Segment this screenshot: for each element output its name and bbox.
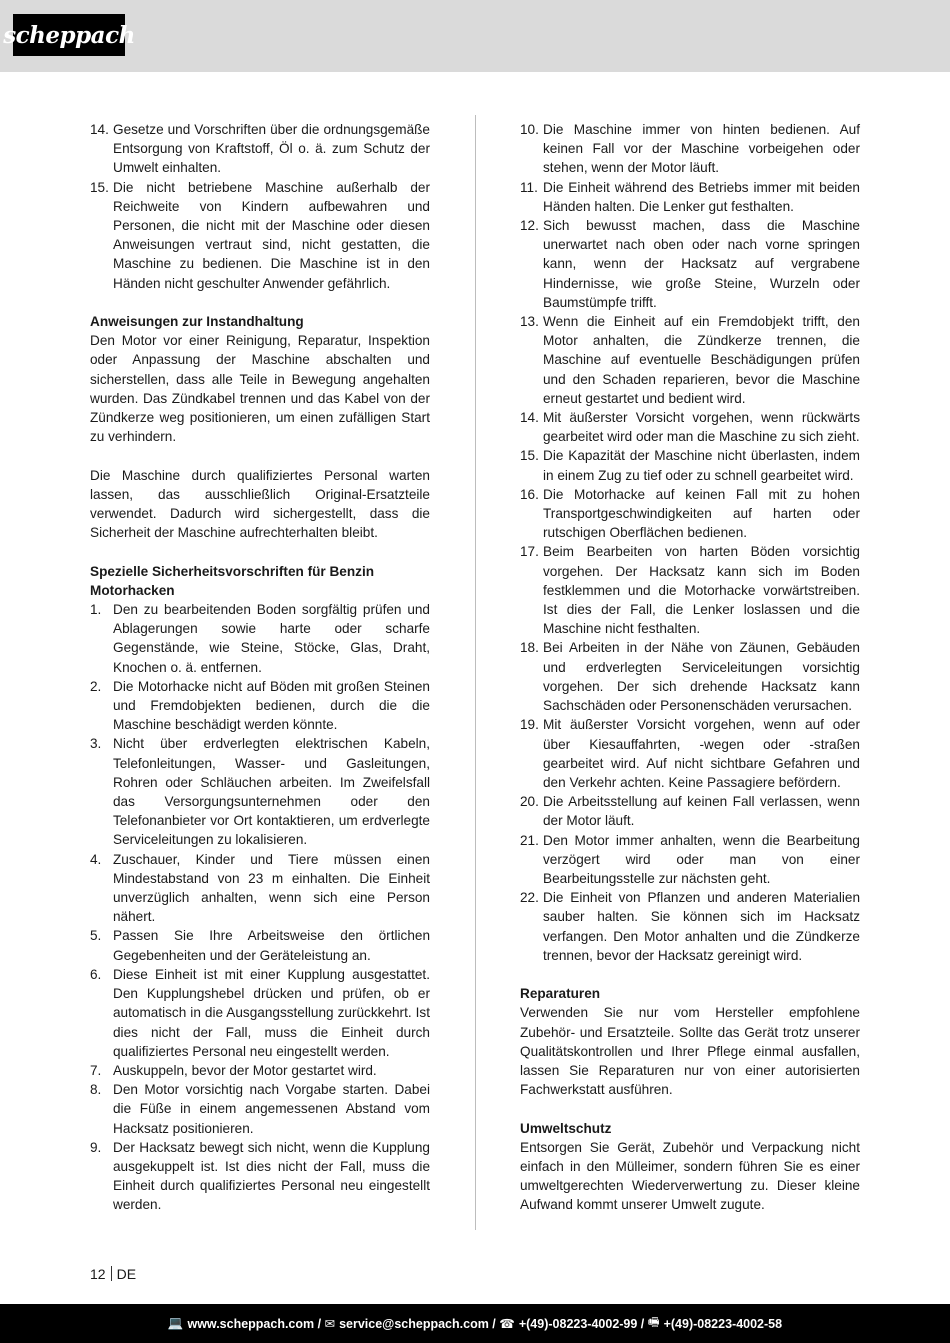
list-continuation [90,120,430,293]
list-item: 6. Diese Einheit ist mit einer Kupplung ausgestattet. Den Kupplungshebel drücken und prüfen, ob er automatisch in die Ausgangsstellung zurückkehrt. Ist dies nicht der Fall, muss die Einheit durch qualifiziertes Personal neu eingestellt werden. [90,966,430,1059]
maintenance-heading: Anweisungen zur Instandhaltung [90,314,304,330]
list-item: 21. Den Motor immer anhalten, wenn die Bearbeitung verzögert wird oder man von einer Bearbeitungsstelle zur nächsten geht. [520,832,860,886]
special-safety-list-continued [520,120,860,965]
list-item: 1. Den zu bearbeitenden Boden sorgfältig prüfen und Ablagerungen sowie harte oder scharfe Gegenstände, wie Steine, Stöcke, Glas, Draht, Knochen o. ä. entfernen. [90,602,430,675]
special-safety-heading: Spezielle Sicherheitsvorschriften für Benzin Motorhacken [90,563,375,598]
right-column [520,120,860,1215]
left-column [90,120,430,1215]
list-item: 3. Nicht über erdverlegten elektrischen Kabeln, Telefonleitungen, Wasser- und Gasleitungen, Rohren oder Schläuchen arbeiten. Im Zweifelsfall das Versorgungsunternehmen oder den Telefonanbieter vor Ort kontaktieren, um erdverlegte Serviceleitungen zu lokalisieren. [90,736,430,848]
scheppach-logo[interactable]: scheppach [13,14,125,56]
list-item: 11. Die Einheit während des Betriebs immer mit beiden Händen halten. Die Lenker gut festhalten. [520,179,860,214]
list-item: 16. Die Motorhacke auf keinen Fall mit zu hohen Transportgeschwindigkeiten auf harten oder rutschigen Oberflächen bedienen. [520,486,860,541]
website-link[interactable]: www.scheppach.com / [187,1316,322,1331]
list-item: 7. Auskuppeln, bevor der Motor gestartet wird. [90,1062,377,1078]
page-number: 12 DE [90,1266,137,1282]
list-item: 15. Die Kapazität der Maschine nicht überlasten, indem in einem Zug zu tief oder zu schnell gearbeitet wird. [520,448,860,483]
phone-icon: ☎ [499,1317,515,1331]
list-item: 10. Die Maschine immer von hinten bedienen. Auf keinen Fall vor der Maschine vorbeigehen oder stehen, wenn der Motor läuft. [520,122,860,176]
list-item: 19. Mit äußerster Vorsicht vorgehen, wenn auf oder über Kiesauffahrten, -wegen oder -straßen gearbeitet wird. Auf nicht sichtbare Gefahren und den Verkehr achten. Keine Passagiere befördern. [520,717,860,790]
list-item: 15. Die nicht betriebene Maschine außerhalb der Reichweite von Kindern aufbewahren und Personen, die nicht mit der Maschine oder diesen Anweisungen vertraut sind, nicht gestatten, die Maschine zu bedienen. Die Maschine ist in den Händen nicht geschulter Anwender gefährlich. [90,179,430,291]
column-divider [475,115,476,1230]
list-item: 14. Gesetze und Vorschriften über die ordnungsgemäße Entsorgung von Kraftstoff, Öl o. ä. zum Schutz der Umwelt einhalten. [90,122,430,176]
list-item: 2. Die Motorhacke nicht auf Böden mit großen Steinen und Fremdobjekten bedienen, durch die die Maschine beschädigt werden könnte. [90,678,430,733]
repairs-heading: Reparaturen [520,986,601,1002]
maintenance-paragraph: Die Maschine durch qualifiziertes Personal warten lassen, das ausschließlich Original-Ersatzteile verwendet. Dadurch wird sichergestellt, dass die Sicherheit der Maschine aufrechterhalten bleibt. [90,467,430,541]
computer-icon: 💻 [167,1316,184,1330]
list-item: 5. Passen Sie Ihre Arbeitsweise den örtlichen Gegebenheiten und der Geräteleistung an. [90,928,430,963]
environment-heading: Umweltschutz [520,1120,612,1136]
maintenance-paragraph: Den Motor vor einer Reinigung, Reparatur, Inspektion oder Anpassung der Maschine abschalten und sicherstellen, dass alle Teile in Bewegung angehalten wurden. Das Zündkabel trennen und das Kabel von der Zündkerze weg positionieren, um einen zufälligen Start zu verhindern. [90,333,430,445]
fax-icon: 🖷 [647,1315,660,1329]
list-item: 4. Zuschauer, Kinder und Tiere müssen einen Mindestabstand von 23 m einhalten. Die Einheit unverzüglich anhalten, wenn sich eine Person nähert. [90,851,430,925]
list-item: 13. Wenn die Einheit auf ein Fremdobjekt trifft, den Motor anhalten, die Zündkerze trennen, die Maschine auf eventuelle Beschädigungen prüfen und den Schaden reparieren, bevor die Maschine erneut gestartet und bedient wird. [520,314,860,406]
repairs-paragraph: Verwenden Sie nur vom Hersteller empfohlene Zubehör- und Ersatzteile. Sollte das Gerät trotz unserer Qualitätskontrollen und Ihrer Pflege einmal ausfallen, lassen Sie Reparaturen nur von einer autorisierten Fachwerkstatt ausführen. [520,1005,860,1098]
list-item: 9. Der Hacksatz bewegt sich nicht, wenn die Kupplung ausgekuppelt ist. Ist dies nicht der Fall, muss die Einheit durch qualifiziertes Personal neu eingestellt werden. [90,1139,430,1213]
list-item: 22. Die Einheit von Pflanzen und anderen Materialien sauber halten. Sie können sich im Hacksatz verfangen. Den Motor anhalten und die Zündkerze trennen, bevor der Hacksatz gereinigt wird. [520,890,860,963]
fax-number: +(49)-08223-4002-58 [663,1316,783,1331]
list-item: 8. Den Motor vorsichtig nach Vorgabe starten. Dabei die Füße in einem angemessenen Abstand vom Hacksatz positionieren. [90,1082,430,1136]
list-item: 12. Sich bewusst machen, dass die Maschine unerwartet nach oben oder nach vorne springen kann, wenn der Hacksatz auf vergrabene Hindernisse, wie große Steine, Wurzeln oder Baumstümpfe trifft. [520,218,860,310]
phone-number: +(49)-08223-4002-99 / [518,1316,645,1331]
email-link[interactable]: service@scheppach.com / [339,1316,496,1331]
environment-paragraph: Entsorgen Sie Gerät, Zubehör und Verpackung nicht einfach in den Mülleimer, sondern führen Sie es einer umweltgerechten Wiederverwertung zu. Dieser kleine Aufwand kommt unserer Umwelt zugute. [520,1139,860,1213]
list-item: 20. Die Arbeitsstellung auf keinen Fall verlassen, wenn der Motor läuft. [520,794,860,829]
special-safety-list [90,600,430,1215]
footer-bar [0,1304,950,1343]
list-item: 18. Bei Arbeiten in der Nähe von Zäunen, Gebäuden und erdverlegten Serviceleitungen vorsichtig vorgehen. Der sich drehende Hacksatz kann Sachschäden oder Personenschäden verursachen. [520,640,860,714]
list-item: 17. Beim Bearbeiten von harten Böden vorsichtig vorgehen. Der Hacksatz kann sich im Boden festklemmen und die Motorhacke vorwärtstreiben. Ist dies der Fall, die Lenker loslassen und die Maschine nicht festhalten. [520,544,860,637]
header-bar [0,0,950,72]
email-icon: ✉ [324,1317,336,1331]
list-item: 14. Mit äußerster Vorsicht vorgehen, wenn rückwärts gearbeitet wird oder man die Maschine zu sich zieht. [520,410,860,445]
